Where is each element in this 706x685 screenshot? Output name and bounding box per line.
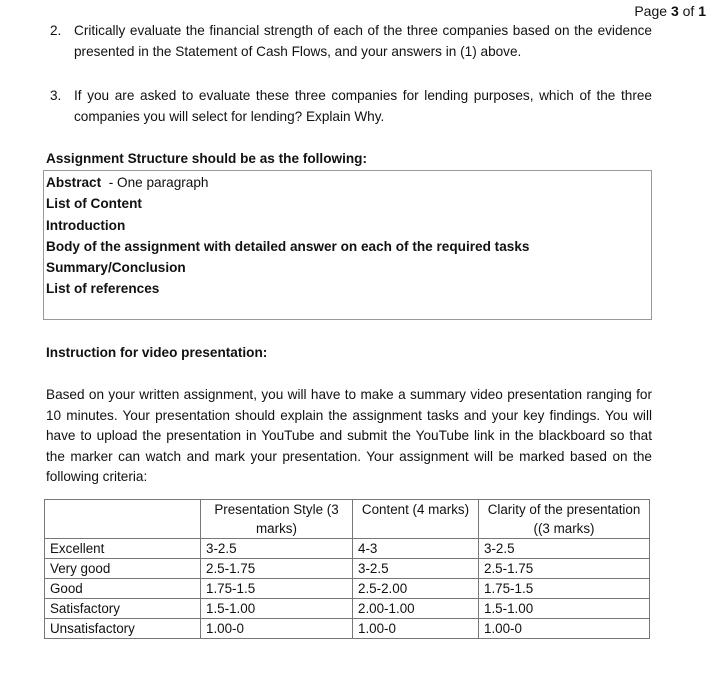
page-mid: of: [678, 3, 699, 19]
page-total: 1: [698, 3, 706, 19]
structure-item: [46, 278, 649, 299]
table-cell: List of references: [46, 281, 160, 297]
rubric-table: [44, 499, 650, 639]
page-current: 3: [670, 3, 679, 19]
table-cell: 1.75-1.5: [201, 579, 353, 599]
video-paragraph: Based on your written assignment, you will have to make a summary video presentation ranging for 10 minutes. Your presentation should explain the assignment tasks and your key findings. You will have to upload the presentation in YouTube and submit the YouTube link in the blackboard so that the marker can watch and mark your presentation. Your assignment will be marked based on the following criteria:: [46, 387, 652, 484]
page-prefix: Page: [634, 3, 671, 19]
table-cell: Unsatisfactory: [45, 619, 201, 639]
video-heading: Instruction for video presentation:: [46, 345, 268, 360]
table-cell: Summary/Conclusion: [46, 260, 186, 276]
table-header-row: [45, 500, 650, 539]
table-cell: 1.75-1.5: [479, 579, 650, 599]
question-3: [50, 86, 652, 127]
table-cell: 3-2.5: [353, 559, 479, 579]
question-number: 3.: [50, 88, 62, 103]
structure-heading: Assignment Structure should be as the following:: [46, 151, 367, 166]
question-text: Critically evaluate the financial strength of each of the three companies based on the evidence presented in the Statement of Cash Flows, and your answers in (1) above.: [74, 23, 652, 59]
header-cell: Clarity of the presentation ((3 marks): [479, 500, 650, 539]
structure-item: [46, 257, 649, 278]
table-cell: Body of the assignment with detailed answer on each of the required tasks: [46, 238, 530, 254]
table-row: [45, 579, 650, 599]
header-cell: [45, 500, 201, 539]
table-cell: Introduction: [46, 217, 126, 233]
table-cell: 2.5-1.75: [479, 559, 650, 579]
table-cell: 2.5-2.00: [353, 579, 479, 599]
page-indicator: [634, 3, 706, 19]
table-row: [45, 599, 650, 619]
table-cell: Very good: [45, 559, 201, 579]
table-cell: 1.00-0: [353, 619, 479, 639]
table-row: [45, 539, 650, 559]
table-row: [45, 559, 650, 579]
header-cell: Presentation Style (3 marks): [201, 500, 353, 539]
table-cell: 1.5-1.00: [201, 599, 353, 619]
question-text: If you are asked to evaluate these three companies for lending purposes, which of the three companies you will select for lending? Explain Why.: [74, 88, 652, 124]
structure-item: [46, 236, 649, 257]
abstract-label: Abstract: [46, 175, 102, 190]
question-2: [50, 21, 652, 62]
header-cell: Content (4 marks): [353, 500, 479, 539]
structure-item-abstract: [46, 172, 649, 193]
structure-box: [43, 170, 652, 320]
table-cell: Excellent: [45, 539, 201, 559]
table-cell: List of Content: [46, 196, 142, 212]
table-cell: 2.00-1.00: [353, 599, 479, 619]
table-cell: 3-2.5: [201, 539, 353, 559]
table-row: [45, 619, 650, 639]
question-number: 2.: [50, 23, 62, 38]
table-cell: Good: [45, 579, 201, 599]
table-cell: 1.00-0: [479, 619, 650, 639]
table-cell: 4-3: [353, 539, 479, 559]
table-cell: 1.5-1.00: [479, 599, 650, 619]
abstract-note: - One paragraph: [101, 175, 209, 190]
table-cell: Satisfactory: [45, 599, 201, 619]
structure-item: [46, 193, 649, 214]
table-cell: 3-2.5: [479, 539, 650, 559]
table-cell: 2.5-1.75: [201, 559, 353, 579]
structure-item: [46, 215, 649, 236]
table-cell: 1.00-0: [201, 619, 353, 639]
